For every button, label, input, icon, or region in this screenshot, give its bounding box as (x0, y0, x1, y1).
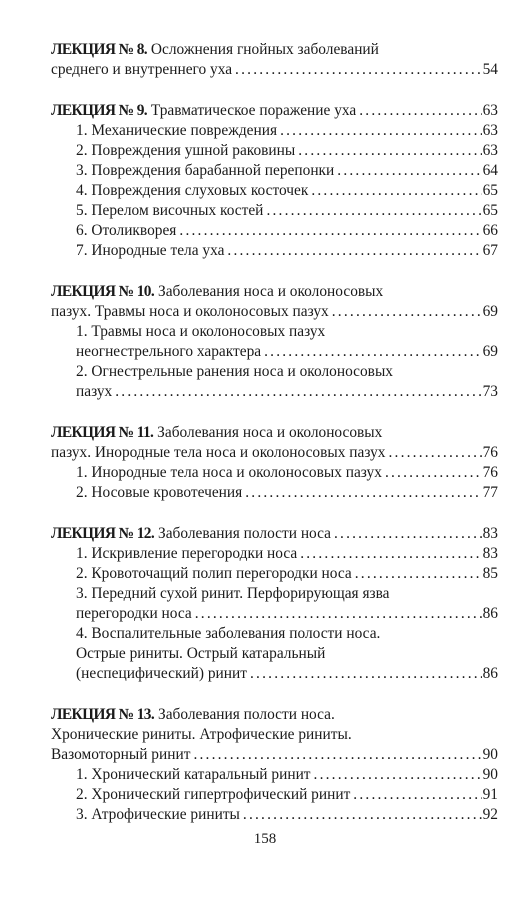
lecture-label: ЛЕКЦИЯ № 10. (51, 283, 155, 300)
dot-leader (250, 664, 482, 684)
entry-title: Заболевания полости носа (158, 525, 331, 542)
entry-title: среднего и внутреннего уха (51, 61, 233, 78)
entry-title: 2. Хронический гипертрофический ринит (76, 786, 351, 803)
entry-page-number: 66 (482, 222, 498, 239)
entry-text (51, 302, 329, 322)
entry-title: 3. Передний сухой ринит. Перфорирующая язва (76, 585, 390, 602)
entry-title: Хронические риниты. Атрофические риниты. (51, 726, 352, 743)
entry-title: 2. Кровоточащий полип перегородки носа (76, 565, 352, 582)
entry-page-number: 90 (482, 766, 498, 783)
entry-title: 6. Отоликворея (76, 222, 177, 239)
entry-page-number: 85 (482, 565, 498, 582)
entry-page-number: 69 (482, 343, 498, 360)
entry-text (51, 745, 190, 765)
entry-page-number: 67 (482, 242, 498, 259)
toc-subentry-line (51, 644, 498, 664)
dot-leader (280, 121, 482, 141)
entry-page-number: 63 (482, 122, 498, 139)
dot-leader (227, 241, 481, 261)
toc-subentry-line (51, 564, 498, 584)
toc-entry-line (51, 745, 498, 765)
dot-leader (235, 60, 482, 80)
entry-page-number: 90 (482, 746, 498, 763)
entry-text (76, 141, 295, 161)
entry-text (51, 423, 382, 443)
toc-subentry-line (51, 765, 498, 785)
toc-subentry-line (51, 805, 498, 825)
entry-text (76, 644, 325, 664)
entry-text (76, 785, 350, 805)
dot-leader (355, 564, 482, 584)
toc-subentry-line (51, 584, 498, 604)
toc-entry-line (51, 705, 498, 725)
toc-subentry-line (51, 241, 498, 261)
table-of-contents (51, 40, 498, 846)
toc-entry-line (51, 725, 498, 745)
toc-subentry-line (51, 664, 498, 684)
toc-subentry-line (51, 221, 498, 241)
entry-text (51, 725, 352, 745)
entry-page-number: 54 (482, 61, 498, 78)
toc-subentry-line (51, 181, 498, 201)
toc-entry-line (51, 282, 498, 302)
entry-title: 1. Искривление перегородки носа (76, 545, 298, 562)
entry-title: 3. Повреждения барабанной перепонки (76, 162, 335, 179)
toc-subentry-line (51, 382, 498, 402)
lecture-entry (51, 101, 498, 261)
entry-text (76, 121, 277, 141)
toc-subentry-line (51, 624, 498, 644)
entry-title: Заболевания носа и околоносовых (158, 283, 384, 300)
entry-text (76, 664, 247, 684)
entry-text (76, 322, 325, 342)
lecture-entry (51, 282, 498, 402)
entry-text (51, 524, 331, 544)
toc-subentry-line (51, 604, 498, 624)
toc-entry-line (51, 40, 498, 60)
dot-leader (337, 161, 481, 181)
toc-subentry-line (51, 342, 498, 362)
entry-title: Травматическое поражение уха (150, 102, 357, 119)
entry-title: Осложнения гнойных заболеваний (150, 41, 379, 58)
toc-subentry-line (51, 463, 498, 483)
entry-page-number: 73 (482, 383, 498, 400)
dot-leader (264, 342, 482, 362)
entry-title: перегородки носа (76, 605, 192, 622)
entry-page-number: 63 (482, 102, 498, 119)
page-number: 158 (253, 831, 277, 847)
toc-entry-line (51, 423, 498, 443)
entry-title: 7. Инородные тела уха (76, 242, 225, 259)
entry-page-number: 83 (482, 545, 498, 562)
entry-text (76, 765, 311, 785)
entry-title: пазух (76, 383, 113, 400)
toc-subentry-line (51, 121, 498, 141)
dot-leader (334, 524, 482, 544)
entry-page-number: 69 (482, 303, 498, 320)
entry-title: (неспецифический) ринит (76, 665, 247, 682)
entry-text (76, 584, 390, 604)
entry-text (76, 544, 297, 564)
entry-text (76, 483, 242, 503)
entry-title: 4. Повреждения слуховых косточек (76, 182, 309, 199)
entry-text (76, 342, 261, 362)
entry-page-number: 76 (482, 464, 498, 481)
entry-text (76, 161, 334, 181)
entry-text (76, 564, 352, 584)
entry-text (76, 201, 263, 221)
lecture-label: ЛЕКЦИЯ № 13. (51, 706, 155, 723)
entry-title: пазух. Инородные тела носа и околоносовых пазух (51, 444, 386, 461)
dot-leader (300, 544, 481, 564)
entry-title: 5. Перелом височных костей (76, 202, 264, 219)
entry-page-number: 86 (482, 665, 498, 682)
entry-page-number: 64 (482, 162, 498, 179)
dot-leader (193, 745, 481, 765)
entry-page-number: 86 (482, 605, 498, 622)
entry-text (51, 60, 232, 80)
toc-entry-line (51, 101, 498, 121)
entry-text (51, 705, 335, 725)
entry-text (76, 805, 240, 825)
dot-leader (243, 805, 482, 825)
toc-subentry-line (51, 785, 498, 805)
toc-entry-line (51, 302, 498, 322)
entry-text (76, 181, 308, 201)
lecture-label: ЛЕКЦИЯ № 8. (51, 41, 148, 58)
toc-entry-line (51, 443, 498, 463)
entry-title: 1. Хронический катаральный ринит (76, 766, 311, 783)
lecture-entry (51, 423, 498, 503)
entry-text (51, 443, 385, 463)
entry-text (76, 362, 393, 382)
toc-subentry-line (51, 322, 498, 342)
dot-leader (245, 483, 481, 503)
dot-leader (353, 785, 481, 805)
dot-leader (179, 221, 481, 241)
toc-subentry-line (51, 544, 498, 564)
entry-title: 2. Носовые кровотечения (76, 484, 243, 501)
entry-title: 2. Повреждения ушной раковины (76, 142, 296, 159)
dot-leader (266, 201, 481, 221)
toc-subentry-line (51, 141, 498, 161)
toc-subentry-line (51, 161, 498, 181)
entry-title: Вазомоторный ринит (51, 746, 191, 763)
entry-title: 4. Воспалительные заболевания полости носа. (76, 625, 381, 642)
entry-page-number: 83 (482, 525, 498, 542)
entry-page-number: 77 (482, 484, 498, 501)
entry-text (76, 463, 382, 483)
entry-text (76, 624, 380, 644)
entry-page-number: 91 (482, 786, 498, 803)
dot-leader (385, 463, 482, 483)
entry-text (51, 282, 383, 302)
dot-leader (359, 101, 481, 121)
dot-leader (298, 141, 481, 161)
entry-text (76, 382, 112, 402)
entry-text (51, 40, 379, 60)
entry-page-number: 63 (482, 142, 498, 159)
dot-leader (195, 604, 482, 624)
entry-page-number: 76 (482, 444, 498, 461)
entry-title: 1. Механические повреждения (76, 122, 278, 139)
entry-page-number: 92 (482, 806, 498, 823)
lecture-entry (51, 705, 498, 825)
lecture-label: ЛЕКЦИЯ № 11. (51, 424, 154, 441)
entry-page-number: 65 (482, 202, 498, 219)
toc-subentry-line (51, 201, 498, 221)
toc-entry-line (51, 60, 498, 80)
lecture-entry (51, 524, 498, 684)
entry-title: неогнестрельного характера (76, 343, 262, 360)
lecture-label: ЛЕКЦИЯ № 12. (51, 525, 155, 542)
entry-text (76, 241, 224, 261)
dot-leader (311, 181, 481, 201)
lecture-label: ЛЕКЦИЯ № 9. (51, 102, 148, 119)
entry-page-number: 65 (482, 182, 498, 199)
entry-title: Острые риниты. Острый катаральный (76, 645, 326, 662)
dot-leader (314, 765, 482, 785)
entry-text (76, 604, 192, 624)
entry-title: 2. Огнестрельные ранения носа и околоносовых (76, 363, 393, 380)
entry-text (76, 221, 176, 241)
dot-leader (115, 382, 481, 402)
toc-subentry-line (51, 362, 498, 382)
dot-leader (388, 443, 481, 463)
entry-title: 1. Травмы носа и околоносовых пазух (76, 323, 326, 340)
lecture-entry (51, 40, 498, 80)
toc-subentry-line (51, 483, 498, 503)
toc-entry-line (51, 524, 498, 544)
entry-title: Заболевания носа и околоносовых (157, 424, 383, 441)
entry-title: Заболевания полости носа. (158, 706, 335, 723)
entry-title: пазух. Травмы носа и околоносовых пазух (51, 303, 329, 320)
entry-title: 1. Инородные тела носа и околоносовых пазух (76, 464, 382, 481)
entry-title: 3. Атрофические риниты (76, 806, 240, 823)
dot-leader (332, 302, 482, 322)
entry-text (51, 101, 356, 121)
